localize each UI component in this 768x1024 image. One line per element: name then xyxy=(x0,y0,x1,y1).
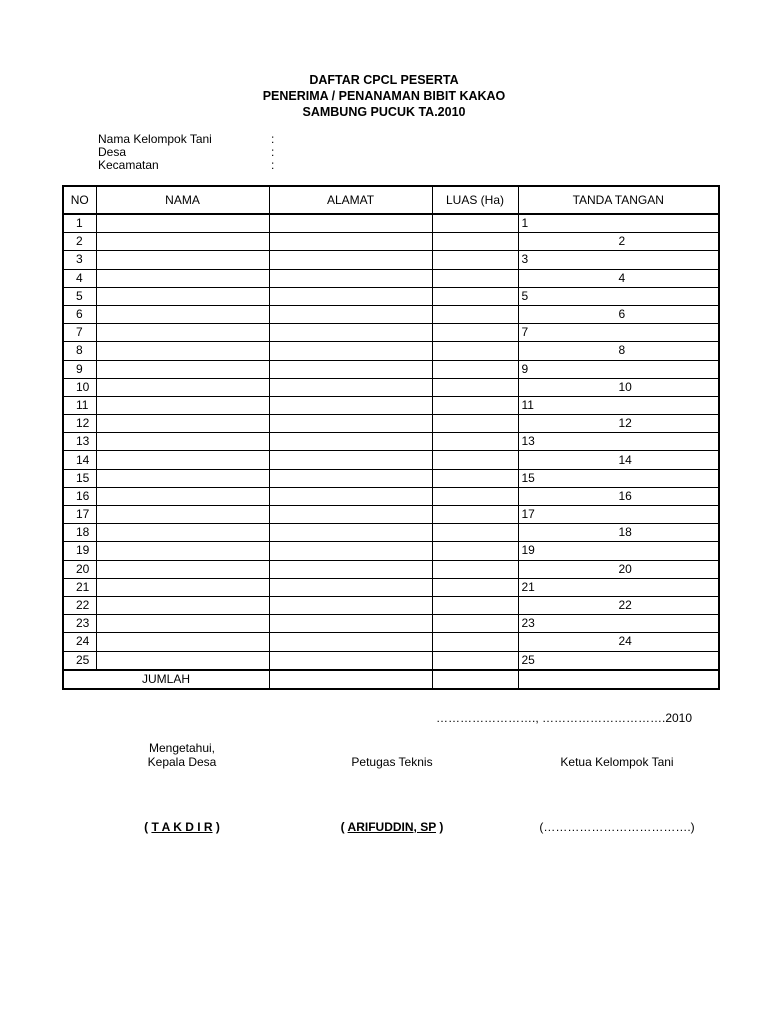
cell-tanda-tangan: 14 xyxy=(518,451,719,469)
cell-alamat xyxy=(269,360,432,378)
participant-table xyxy=(62,185,720,690)
group-leader-title: Ketua Kelompok Tani xyxy=(560,755,674,769)
cell-alamat xyxy=(269,287,432,305)
table-total-row xyxy=(63,670,719,689)
column-header-nama: NAMA xyxy=(96,186,269,214)
cell-tanda-tangan: 2 xyxy=(518,233,719,251)
cell-no: 8 xyxy=(63,342,96,360)
table-row xyxy=(63,378,719,396)
cell-luas xyxy=(432,324,518,342)
cell-alamat xyxy=(269,324,432,342)
cell-nama xyxy=(96,633,269,651)
cell-luas xyxy=(432,633,518,651)
cell-tanda-tangan: 17 xyxy=(518,506,719,524)
cell-tanda-tangan: 19 xyxy=(518,542,719,560)
officer-signature xyxy=(312,820,472,834)
table-row xyxy=(63,524,719,542)
table-row xyxy=(63,433,719,451)
acknowledge-line-2: Kepala Desa xyxy=(147,755,217,769)
cell-luas xyxy=(432,560,518,578)
cell-tanda-tangan: 1 xyxy=(518,214,719,233)
table-row xyxy=(63,360,719,378)
table-row xyxy=(63,214,719,233)
cell-nama xyxy=(96,360,269,378)
cell-alamat xyxy=(269,251,432,269)
cell-luas xyxy=(432,305,518,323)
total-label: JUMLAH xyxy=(63,670,269,689)
cell-nama xyxy=(96,378,269,396)
cell-alamat xyxy=(269,378,432,396)
title-line-2: PENERIMA / PENANAMAN BIBIT KAKAO xyxy=(262,89,506,103)
table-row xyxy=(63,233,719,251)
cell-tanda-tangan: 18 xyxy=(518,524,719,542)
cell-luas xyxy=(432,287,518,305)
table-row xyxy=(63,615,719,633)
cell-luas xyxy=(432,487,518,505)
cell-nama xyxy=(96,251,269,269)
table-row xyxy=(63,506,719,524)
cell-alamat xyxy=(269,342,432,360)
table-row xyxy=(63,596,719,614)
cell-nama xyxy=(96,287,269,305)
cell-no: 25 xyxy=(63,651,96,670)
cell-luas xyxy=(432,596,518,614)
table-row xyxy=(63,396,719,414)
cell-no: 11 xyxy=(63,396,96,414)
cell-luas xyxy=(432,542,518,560)
cell-tanda-tangan: 13 xyxy=(518,433,719,451)
table-row xyxy=(63,542,719,560)
cell-nama xyxy=(96,524,269,542)
cell-nama xyxy=(96,342,269,360)
table-header-row xyxy=(63,186,719,214)
village-head-name: T A K D I R xyxy=(151,820,213,834)
cell-no: 5 xyxy=(63,287,96,305)
date-line: ……………………., ………………………….2010 xyxy=(436,711,693,725)
cell-tanda-tangan: 24 xyxy=(518,633,719,651)
column-header-tanda-tangan: TANDA TANGAN xyxy=(518,186,719,214)
cell-nama xyxy=(96,269,269,287)
cell-no: 24 xyxy=(63,633,96,651)
cell-no: 23 xyxy=(63,615,96,633)
cell-alamat xyxy=(269,269,432,287)
cell-alamat xyxy=(269,651,432,670)
cell-alamat xyxy=(269,596,432,614)
cell-tanda-tangan: 6 xyxy=(518,305,719,323)
cell-luas xyxy=(432,506,518,524)
cell-no: 3 xyxy=(63,251,96,269)
acknowledge-line-1: Mengetahui, xyxy=(148,741,216,755)
cell-tanda-tangan: 9 xyxy=(518,360,719,378)
column-header-luas: LUAS (Ha) xyxy=(432,186,518,214)
officer-close: ) xyxy=(436,820,444,834)
cell-tanda-tangan: 5 xyxy=(518,287,719,305)
cell-no: 22 xyxy=(63,596,96,614)
cell-nama xyxy=(96,396,269,414)
cell-alamat xyxy=(269,305,432,323)
table-row xyxy=(63,633,719,651)
cell-alamat xyxy=(269,469,432,487)
cell-alamat xyxy=(269,524,432,542)
cell-luas xyxy=(432,233,518,251)
cell-no: 12 xyxy=(63,415,96,433)
village-head-open: ( xyxy=(144,820,152,834)
cell-nama xyxy=(96,542,269,560)
cell-luas xyxy=(432,360,518,378)
title-line-1: DAFTAR CPCL PESERTA xyxy=(309,73,459,87)
village-head-close: ) xyxy=(212,820,220,834)
title-line-3: SAMBUNG PUCUK TA.2010 xyxy=(302,105,466,119)
cell-no: 13 xyxy=(63,433,96,451)
cell-no: 17 xyxy=(63,506,96,524)
cell-nama xyxy=(96,415,269,433)
info-colon-kecamatan: : xyxy=(271,158,275,172)
cell-nama xyxy=(96,578,269,596)
cell-nama xyxy=(96,506,269,524)
cell-no: 20 xyxy=(63,560,96,578)
cell-alamat xyxy=(269,560,432,578)
total-tanda-tangan xyxy=(518,670,719,689)
info-label-desa: Desa xyxy=(98,145,127,159)
table-row xyxy=(63,342,719,360)
cell-nama xyxy=(96,615,269,633)
table-row xyxy=(63,487,719,505)
cell-nama xyxy=(96,651,269,670)
cell-tanda-tangan: 4 xyxy=(518,269,719,287)
table-row xyxy=(63,560,719,578)
cell-no: 14 xyxy=(63,451,96,469)
village-head-signature xyxy=(102,820,262,834)
cell-tanda-tangan: 11 xyxy=(518,396,719,414)
cell-alamat xyxy=(269,415,432,433)
cell-luas xyxy=(432,269,518,287)
cell-nama xyxy=(96,233,269,251)
cell-tanda-tangan: 22 xyxy=(518,596,719,614)
cell-no: 15 xyxy=(63,469,96,487)
cell-no: 21 xyxy=(63,578,96,596)
cell-alamat xyxy=(269,433,432,451)
cell-luas xyxy=(432,214,518,233)
cell-no: 18 xyxy=(63,524,96,542)
cell-alamat xyxy=(269,451,432,469)
info-label-kelompok: Nama Kelompok Tani xyxy=(98,132,212,146)
cell-no: 2 xyxy=(63,233,96,251)
cell-luas xyxy=(432,469,518,487)
cell-tanda-tangan: 12 xyxy=(518,415,719,433)
cell-no: 9 xyxy=(63,360,96,378)
cell-tanda-tangan: 25 xyxy=(518,651,719,670)
cell-luas xyxy=(432,415,518,433)
cell-luas xyxy=(432,396,518,414)
cell-alamat xyxy=(269,506,432,524)
total-alamat xyxy=(269,670,432,689)
column-header-alamat: ALAMAT xyxy=(269,186,432,214)
officer-open: ( xyxy=(340,820,348,834)
info-colon-kelompok: : xyxy=(271,132,275,146)
info-label-kecamatan: Kecamatan xyxy=(98,158,159,172)
cell-tanda-tangan: 15 xyxy=(518,469,719,487)
cell-tanda-tangan: 3 xyxy=(518,251,719,269)
cell-alamat xyxy=(269,542,432,560)
cell-nama xyxy=(96,451,269,469)
cell-alamat xyxy=(269,633,432,651)
cell-alamat xyxy=(269,615,432,633)
info-colon-desa: : xyxy=(271,145,275,159)
table-row xyxy=(63,269,719,287)
cell-tanda-tangan: 21 xyxy=(518,578,719,596)
cell-no: 6 xyxy=(63,305,96,323)
total-luas xyxy=(432,670,518,689)
cell-tanda-tangan: 10 xyxy=(518,378,719,396)
cell-alamat xyxy=(269,233,432,251)
cell-tanda-tangan: 20 xyxy=(518,560,719,578)
officer-title: Petugas Teknis xyxy=(351,755,433,769)
table-row xyxy=(63,469,719,487)
cell-alamat xyxy=(269,214,432,233)
table-row xyxy=(63,324,719,342)
cell-luas xyxy=(432,378,518,396)
group-leader-signature: (……………………………….) xyxy=(539,820,695,834)
cell-luas xyxy=(432,524,518,542)
table-row xyxy=(63,251,719,269)
table-row xyxy=(63,305,719,323)
cell-no: 19 xyxy=(63,542,96,560)
cell-no: 4 xyxy=(63,269,96,287)
table-row xyxy=(63,651,719,670)
cell-nama xyxy=(96,433,269,451)
cell-no: 1 xyxy=(63,214,96,233)
cell-alamat xyxy=(269,396,432,414)
cell-tanda-tangan: 7 xyxy=(518,324,719,342)
table-row xyxy=(63,451,719,469)
cell-luas xyxy=(432,578,518,596)
cell-no: 7 xyxy=(63,324,96,342)
cell-nama xyxy=(96,305,269,323)
cell-luas xyxy=(432,451,518,469)
cell-nama xyxy=(96,324,269,342)
cell-luas xyxy=(432,342,518,360)
column-header-no: NO xyxy=(63,186,96,214)
cell-luas xyxy=(432,433,518,451)
table-row xyxy=(63,415,719,433)
cell-nama xyxy=(96,214,269,233)
cell-no: 16 xyxy=(63,487,96,505)
cell-nama xyxy=(96,469,269,487)
cell-no: 10 xyxy=(63,378,96,396)
cell-alamat xyxy=(269,578,432,596)
table-row xyxy=(63,287,719,305)
cell-tanda-tangan: 16 xyxy=(518,487,719,505)
cell-nama xyxy=(96,560,269,578)
cell-alamat xyxy=(269,487,432,505)
cell-luas xyxy=(432,615,518,633)
cell-nama xyxy=(96,596,269,614)
cell-tanda-tangan: 23 xyxy=(518,615,719,633)
cell-tanda-tangan: 8 xyxy=(518,342,719,360)
cell-luas xyxy=(432,651,518,670)
cell-nama xyxy=(96,487,269,505)
officer-name: ARIFUDDIN, SP xyxy=(347,820,436,834)
cell-luas xyxy=(432,251,518,269)
table-row xyxy=(63,578,719,596)
